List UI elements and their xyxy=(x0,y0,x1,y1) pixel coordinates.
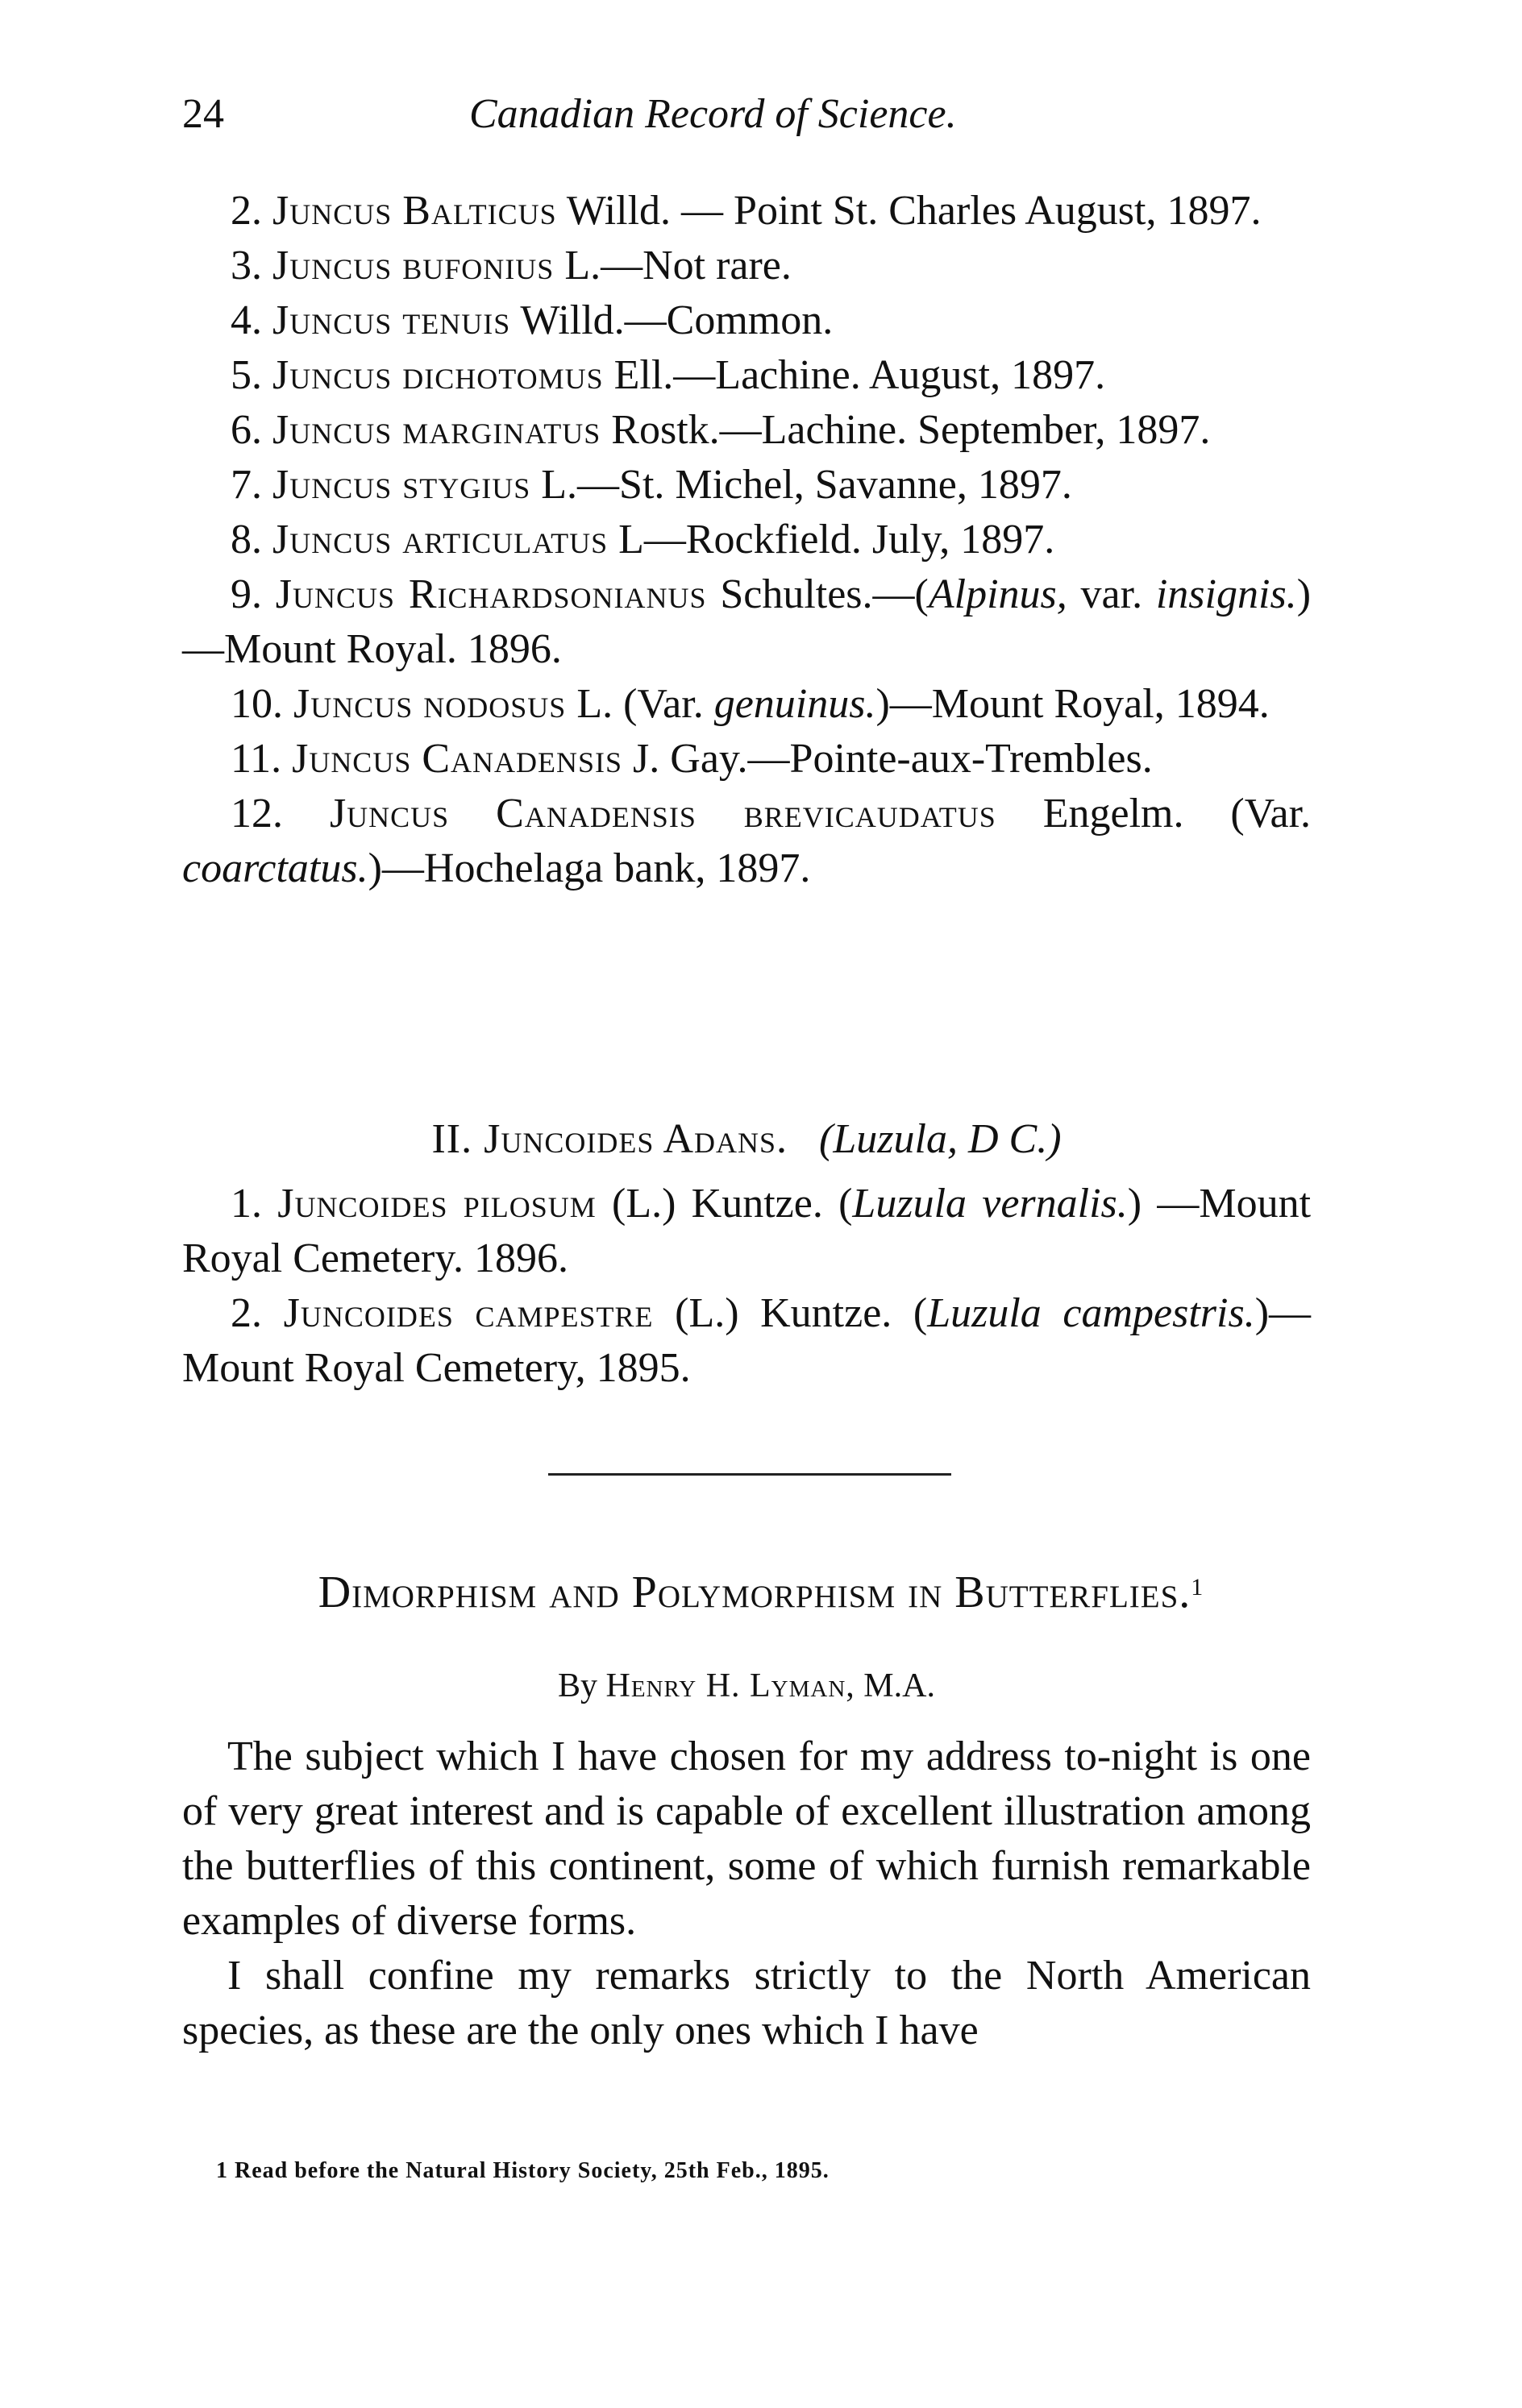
entry-detail: Schultes.—( xyxy=(720,571,929,617)
variety-name: genuinus. xyxy=(713,681,876,727)
entry-detail: ) —Mount Royal Cemetery. 1896. xyxy=(182,1181,1312,1281)
genus-name: Juncus xyxy=(272,352,393,398)
species-name: pilosum xyxy=(463,1181,597,1227)
species-name: stygius xyxy=(402,462,531,508)
running-title: Canadian Record of Science. xyxy=(469,91,957,137)
species-name: articulatus xyxy=(402,517,609,563)
entry-detail: Willd.—Common. xyxy=(520,297,834,343)
article-title xyxy=(121,1565,1401,1620)
entry-number: 12. xyxy=(231,791,283,837)
entry-detail: Willd. — Point St. Charles August, 1897. xyxy=(566,188,1262,234)
species-entry xyxy=(182,403,1311,458)
species-entry xyxy=(182,1177,1311,1286)
entry-detail: L.—Not rare. xyxy=(564,243,792,289)
species-name: tenuis xyxy=(402,297,511,343)
species-entry xyxy=(182,567,1311,677)
section-heading-text: II. Juncoides Adans. xyxy=(431,1116,788,1162)
entry-number: 2. xyxy=(231,188,262,234)
entry-detail: Ell.—Lachine. August, 1897. xyxy=(613,352,1106,398)
author-degree: M.A. xyxy=(863,1667,935,1704)
genus-name: Juncus xyxy=(272,517,393,563)
entry-detail: )—Mount Royal Cemetery, 1895. xyxy=(182,1290,1312,1391)
synonym-name: Luzula campestris. xyxy=(927,1290,1255,1336)
entry-detail: (L.) Kuntze. ( xyxy=(612,1181,853,1227)
species-entry xyxy=(182,348,1311,403)
entry-number: 8. xyxy=(231,517,262,563)
entry-detail: Engelm. (Var. xyxy=(1042,791,1312,837)
paragraph: The subject which I have chosen for my address to-night is one of very great interest and is capable of excellent illustration among the butterflies of this continent, some of which furnish remarkable examples of diverse forms. xyxy=(182,1733,1311,1944)
entry-detail: Rostk.—Lachine. September, 1897. xyxy=(611,407,1211,453)
species-name: Canadensis xyxy=(422,736,623,782)
species-name: Balticus xyxy=(402,188,557,234)
entry-number: 9. xyxy=(231,571,262,617)
species-name: campestre xyxy=(475,1290,654,1336)
article-title-text: Dimorphism and Polymorphism in Butterflies. xyxy=(318,1567,1191,1617)
entry-number: 5. xyxy=(231,352,262,398)
entry-number: 10. xyxy=(231,681,283,727)
footnote-mark: 1 xyxy=(216,2158,228,2183)
genus-name: Juncus xyxy=(272,297,393,343)
species-entry xyxy=(182,787,1311,896)
species-name: Canadensis brevicaudatus xyxy=(496,791,996,837)
species-entry xyxy=(182,458,1311,513)
entry-detail: )—Mount Royal, 1894. xyxy=(875,681,1270,727)
page-header xyxy=(182,87,1327,143)
entry-detail: )—Mount Royal. 1896. xyxy=(182,571,1312,672)
entry-number: 3. xyxy=(231,243,262,289)
paragraph: I shall confine my remarks strictly to the North American species, as these are the only ones which I have xyxy=(182,1953,1311,2053)
species-entry xyxy=(182,732,1311,787)
section-heading-synonym: (Luzula, D C.) xyxy=(819,1116,1062,1162)
species-name: marginatus xyxy=(402,407,601,453)
entry-number: 6. xyxy=(231,407,262,453)
species-entry xyxy=(182,184,1311,239)
entry-number: 4. xyxy=(231,297,262,343)
genus-name: Juncus xyxy=(272,243,393,289)
entry-detail: (L.) Kuntze. ( xyxy=(675,1290,928,1336)
genus-name: Juncus xyxy=(272,407,393,453)
genus-name: Juncus xyxy=(272,462,393,508)
entry-number: 7. xyxy=(231,462,262,508)
synonym-name: Luzula vernalis. xyxy=(852,1181,1128,1227)
genus-name: Juncoides xyxy=(277,1181,448,1227)
article-body xyxy=(182,1729,1311,2058)
byline-prefix: By xyxy=(558,1667,598,1704)
genus-name: Juncoides xyxy=(283,1290,454,1336)
species-list-juncoides xyxy=(182,1177,1311,1396)
footnote-marker: 1 xyxy=(1191,1574,1204,1600)
species-list xyxy=(182,184,1311,896)
author-name: Henry H. Lyman, xyxy=(605,1667,855,1704)
page-number: 24 xyxy=(182,91,224,137)
species-entry xyxy=(182,1286,1311,1396)
entry-number: 11. xyxy=(231,736,282,782)
genus-name: Juncus xyxy=(293,681,414,727)
variety-name: Alpinus, xyxy=(928,571,1067,617)
genus-name: Juncus xyxy=(275,571,396,617)
genus-name: Juncus xyxy=(329,791,450,837)
species-name: dichotomus xyxy=(402,352,604,398)
entry-detail: J. Gay.—Pointe-aux-Trembles. xyxy=(633,736,1153,782)
variety-name: insignis. xyxy=(1155,571,1297,617)
byline xyxy=(182,1659,1311,1713)
species-entry xyxy=(182,677,1311,732)
entry-number: 2. xyxy=(231,1290,262,1336)
species-entry xyxy=(182,513,1311,567)
entry-detail: var. xyxy=(1067,571,1156,617)
entry-number: 1. xyxy=(231,1181,262,1227)
entry-detail: )—Hochelaga bank, 1897. xyxy=(368,845,811,891)
species-name: nodosus xyxy=(423,681,567,727)
section-heading xyxy=(182,1112,1311,1167)
entry-detail: L. (Var. xyxy=(576,681,714,727)
footnote-text: Read before the Natural History Society, 25th Feb., 1895. xyxy=(235,2158,830,2183)
species-name: Richardsonianus xyxy=(408,571,707,617)
footnote xyxy=(216,2144,1345,2198)
species-entry xyxy=(182,293,1311,348)
section-divider xyxy=(548,1473,951,1476)
species-entry xyxy=(182,239,1311,293)
entry-detail: L.—St. Michel, Savanne, 1897. xyxy=(541,462,1072,508)
genus-name: Juncus xyxy=(272,188,393,234)
species-name: bufonius xyxy=(402,243,555,289)
variety-name: coarctatus. xyxy=(182,845,368,891)
entry-detail: L—Rockfield. July, 1897. xyxy=(618,517,1055,563)
genus-name: Juncus xyxy=(292,736,412,782)
